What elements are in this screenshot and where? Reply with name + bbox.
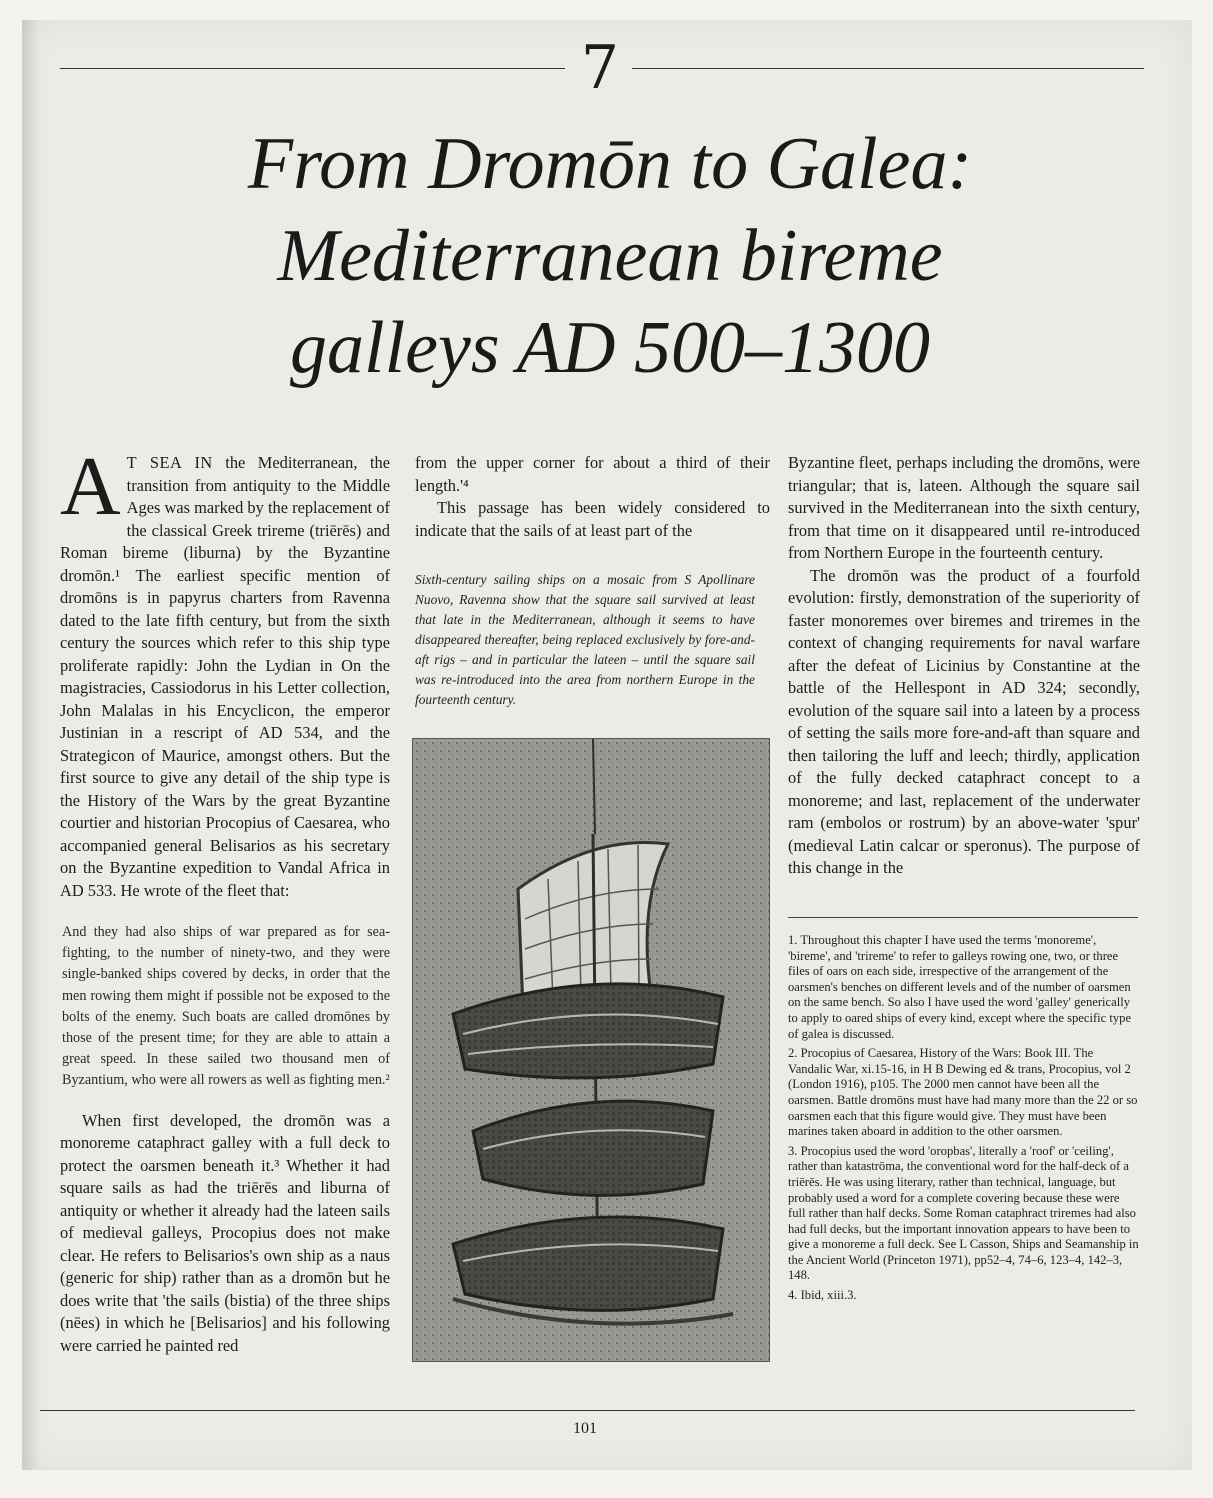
page-number: 101 (573, 1420, 597, 1437)
footnote-3: 3. Procopius used the word 'oropbas', literally a 'roof' or 'ceiling', rather than katastrōma, the conventional word for the half-deck of a triērēs. He was using literary, rather than technical, language, but probably used a word for a complete covering because these were full rather than half decks. Some Roman cataphract triremes had also had full decks, but the important innovation appears to have been to give a monoreme a full deck. See L Casson, Ships and Seamanship in the Ancient World (Princeton 1971), pp52–4, 74–6, 123–4, 142–3, 148. (788, 1143, 1139, 1283)
column-2 (415, 452, 770, 710)
chapter-title (120, 118, 1100, 394)
title-line-1: From Dromōn to Galea: (247, 123, 973, 205)
footnote-1: 1. Throughout this chapter I have used the terms 'monoreme', 'bireme', and 'trireme' to refer to galleys rowing one, two, or three files of oars on each side, irrespective of the arrangement of the oarsmen's benches on different levels and of the number of oarsmen on the same bench. So also I have used the word 'galley' generically to apply to oared ships of every kind, except where the specific type of galea is discussed. (788, 933, 1132, 1041)
footnote-2: 2. Procopius of Caesarea, History of the Wars: Book III. The Vandalic War, xi.15-16, in H B Dewing ed & trans, Procopius, vol 2 (London 1916), p105. The 2000 men cannot have been all the oarsmen. Battle dromōns must have had many more than the 22 or so oarsmen each that this figure would give. They must have been marines taken aboard in addition to the other oarsmen. (788, 1046, 1138, 1139)
body-paragraph-passage: This passage has been widely considered to indicate that the sails of at least part of the (415, 498, 770, 540)
mosaic-ship-illustration (413, 739, 769, 1361)
procopius-quote: And they had also ships of war prepared as for sea-fighting, to the number of ninety-two, and they were single-banked ships covered by decks, in order that the men rowing them might if possible not be exposed to the bolts of the enemy. Such boats are called dromōnes by those of the present time; for they are able to attain a great speed. In these sailed two thousand men of Byzantium, who were all rowers as well as fighting men.² (62, 924, 390, 1089)
footnotes (788, 933, 1140, 1308)
title-line-2: Mediterranean bireme (277, 215, 943, 297)
title-line-3: galleys AD 500–1300 (290, 307, 930, 389)
opening-text: the Mediterranean, the transition from antiquity to the Middle Ages was marked by the replacement of the classical Greek trireme (triērēs) and Roman bireme (liburna) by the Byzantine dromōn.¹ The earliest specific mention of dromōns is in papyrus charters from Ravenna dated to the late fifth century, but from the sixth century the sources which refer to this ship type proliferate rapidly: John the Lydian in On the magistracies, Cassiodorus in his Letter collection, John Malalas in his Encyclicon, the emperor Justinian in a rescript of AD 534, and the Strategicon of Maurice, amongst others. But the first source to give any detail of the ship type is the History of the Wars by the great Byzantine courtier and historian Procopius of Caesarea, who accompanied general Belisarios as his secretary on the Byzantine expedition to Vandal Africa in AD 533. He wrote of the fleet that: (60, 453, 390, 900)
column-3 (788, 452, 1140, 880)
opening-paragraph (60, 440, 390, 902)
chapter-rule-left (60, 68, 565, 69)
body-paragraph-2: When first developed, the dromōn was a monoreme cataphract galley with a full deck to protect the oarsmen beneath it.³ Whether it had square sails as had the triērēs and liburna of antiquity or whether it already had the lateen sails of medieval galleys, Procopius does not make clear. He refers to Belisarios's own ship as a naus (generic for ship) rather than as a dromōn but he does write that 'the sails (bistia) of the three ships (nēes) in which he [Belisarios] and his following were carried he painted red (60, 1110, 390, 1355)
lead-in: T SEA IN (126, 453, 213, 472)
page-gutter-shadow (22, 20, 40, 1470)
footnote-4: 4. Ibid, xiii.3. (788, 1288, 857, 1303)
figure-caption: Sixth-century sailing ships on a mosaic from S Apollinare Nuovo, Ravenna show that the square sail survived at least that late in the Mediterranean, although it seems to have disappeared thereafter, being replaced exclusively by fore-and-aft rigs – and in particular the lateen – until the square sail was re-introduced into the area from northern Europe in the fourteenth century. (415, 572, 755, 707)
body-paragraph-continued: from the upper corner for about a third of their length.'⁴ (415, 453, 770, 495)
bottom-rule (40, 1410, 1135, 1411)
column-1 (60, 440, 390, 1357)
drop-cap: A (60, 440, 121, 533)
body-paragraph-evolution: The dromōn was the product of a fourfold evolution: firstly, demonstration of the superiority of faster monoremes over biremes and triremes in the context of changing requirements for naval warfare after the defeat of Licinius by Constantine at the battle of the Hellespont in AD 324; secondly, evolution of the square sail into a lateen by a process of setting the sails more fore-and-aft than square and then tailoring the luff and leech; thirdly, application of the fully decked cataphract concept to a monoreme; and last, replacement of the underwater ram (embolos or rostrum) by an above-water 'spur' (medieval Latin calcar or speronus). The purpose of this change in the (788, 565, 1140, 877)
chapter-rule-right (632, 68, 1144, 69)
chapter-number: 7 (580, 33, 620, 103)
body-paragraph-lateen: Byzantine fleet, perhaps including the dromōns, were triangular; that is, lateen. Although the square sail survived in the Mediterranean into the sixth century, from that time on it disappeared until re-introduced from Northern Europe in the fourteenth century. (788, 453, 1140, 562)
mosaic-ship-image (412, 738, 770, 1362)
footnote-divider (788, 917, 1138, 918)
